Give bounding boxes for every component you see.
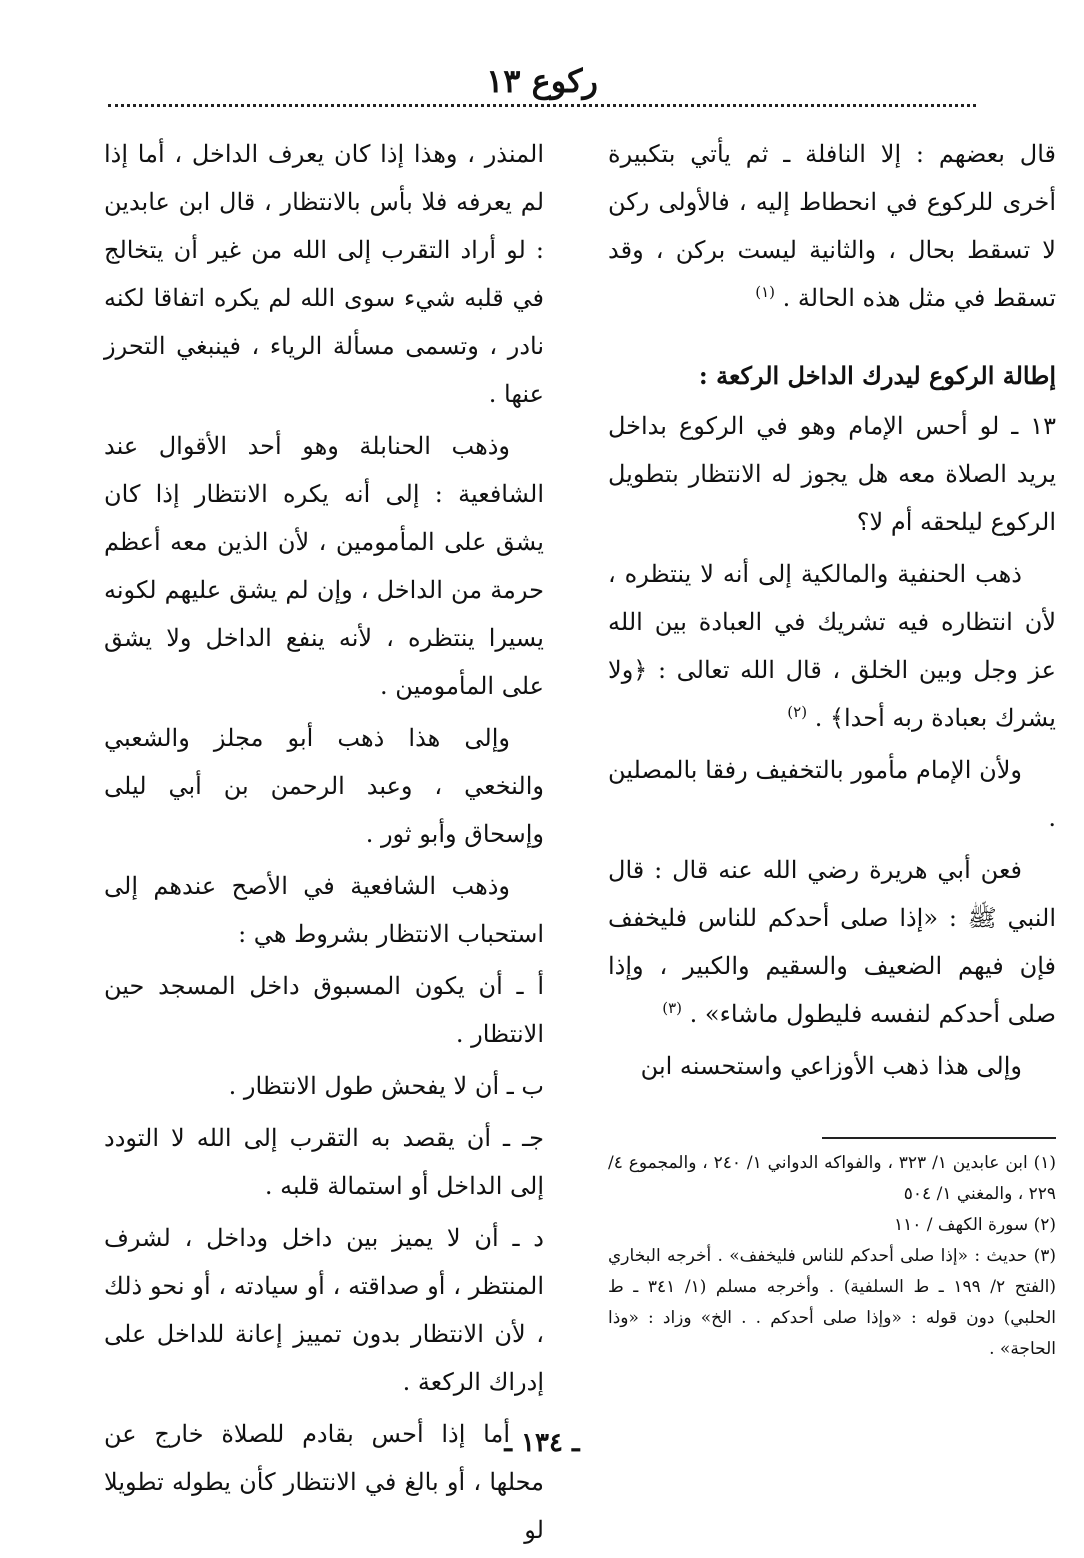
paragraph: قال بعضهم : إلا النافلة ـ ثم يأتي بتكبيرة أخرى للركوع في انحطاط إليه ، فالأولى ركن لا تسقط بحال ، والثانية ليست بركن ، وقد تسقط في مثل هذه الحالة . $^{(١)}$ bbox=[608, 140, 1056, 312]
condition-item: ب ـ أن لا يفحش طول الانتظار . bbox=[228, 1072, 544, 1100]
paragraph: ولأن الإمام مأمور بالتخفيف رفقا بالمصلين . bbox=[608, 756, 1056, 832]
paragraph: أما إذا أحس بقادم للصلاة خارج عن محلها ، أو بالغ في الانتظار كأن يطوله تطويلا لو bbox=[104, 1420, 544, 1544]
condition-item: د ـ أن لا يميز بين داخل وداخل ، لشرف المنتظر ، أو صداقته ، أو سيادته ، أو نحو ذلك ، لأن الانتظار بدون تمييز إعانة للداخل على إدراك الركعة . bbox=[104, 1224, 544, 1396]
paragraph: وذهب الشافعية في الأصح عندهم إلى استحباب الانتظار بشروط هي : bbox=[104, 872, 544, 948]
right-column bbox=[608, 130, 1056, 1094]
condition-item: أ ـ أن يكون المسبوق داخل المسجد حين الانتظار . bbox=[104, 972, 544, 1048]
paragraph: وإلى هذا ذهب الأوزاعي واستحسنه ابن bbox=[640, 1052, 1022, 1080]
running-header: ركوع ١٣ bbox=[486, 62, 598, 100]
condition-item: جـ ـ أن يقصد به التقرب إلى الله لا التودد إلى الداخل أو استمالة قلبه . bbox=[104, 1124, 544, 1200]
footnote-ref[interactable]: (١) bbox=[755, 283, 776, 301]
paragraph: وإلى هذا ذهب أبو مجلز والشعبي والنخعي ، وعبد الرحمن بن أبي ليلى وإسحاق وأبو ثور . bbox=[104, 724, 544, 848]
paragraph: ١٣ ـ لو أحس الإمام وهو في الركوع بداخل يريد الصلاة معه هل يجوز له الانتظار بتطويل الركوع ليلحقه أم لا؟ bbox=[608, 412, 1056, 536]
section-heading: إطالة الركوع ليدرك الداخل الركعة : bbox=[698, 361, 1056, 390]
footnote-item: (١) ابن عابدين ١/ ٣٢٣ ، والفواكه الدواني ١/ ٢٤٠ ، والمجموع ٤/ ٢٢٩ ، والمغني ١/ ٥٠٤ bbox=[608, 1153, 1056, 1204]
footnote-ref[interactable]: (٢) bbox=[787, 703, 808, 721]
footnotes bbox=[608, 1148, 1056, 1365]
footnote-divider bbox=[822, 1137, 1056, 1139]
header-dotted-rule bbox=[108, 104, 976, 107]
page-number: ـ ١٣٤ ـ bbox=[504, 1428, 580, 1458]
footnote-ref[interactable]: (٣) bbox=[662, 999, 683, 1017]
paragraph: فعن أبي هريرة رضي الله عنه قال : قال النبي ﷺ : «إذا صلى أحدكم للناس فليخفف فإن فيهم الضعيف والسقيم والكبير ، وإذا صلى أحدكم لنفسه فليطول ماشاء» . $^{(٣)}$ bbox=[608, 856, 1056, 1028]
left-column bbox=[104, 130, 544, 1558]
footnote-item: (٣) حديث : «إذا صلى أحدكم للناس فليخفف» . أخرجه البخاري (الفتح ٢/ ١٩٩ ـ ط السلفية) . وأخرجه مسلم (١/ ٣٤١ ـ ط الحلبي) دون قوله : «وإذا صلى أحدكم . . الخ» وزاد : «وذا الحاجة» . bbox=[608, 1246, 1056, 1359]
paragraph: المنذر ، وهذا إذا كان يعرف الداخل ، أما إذا لم يعرفه فلا بأس بالانتظار ، قال ابن عابدين : لو أراد التقرب إلى الله من غير أن يتخالج في قلبه شيء سوى الله لم يكره اتفاقا لكنه نادر ، وتسمى مسألة الرياء ، فينبغي التحرز عنها . bbox=[104, 140, 545, 408]
footnote-item: (٢) سورة الكهف / ١١٠ bbox=[893, 1215, 1056, 1235]
paragraph: ذهب الحنفية والمالكية إلى أنه لا ينتظره ، لأن انتظاره فيه تشريك في العبادة بين الله عز وجل وبين الخلق ، قال الله تعالى : ﴿ولا يشرك بعبادة ربه أحدا﴾ . $^{(٢)}$ bbox=[608, 560, 1056, 732]
paragraph: وذهب الحنابلة وهو أحد الأقوال عند الشافعية : إلى أنه يكره الانتظار إذا كان يشق على المأمومين ، لأن الذين معه أعظم حرمة من الداخل ، وإن لم يشق عليهم لكونه يسيرا ينتظره ، لأنه ينفع الداخل ولا يشق على المأمومين . bbox=[104, 432, 544, 700]
